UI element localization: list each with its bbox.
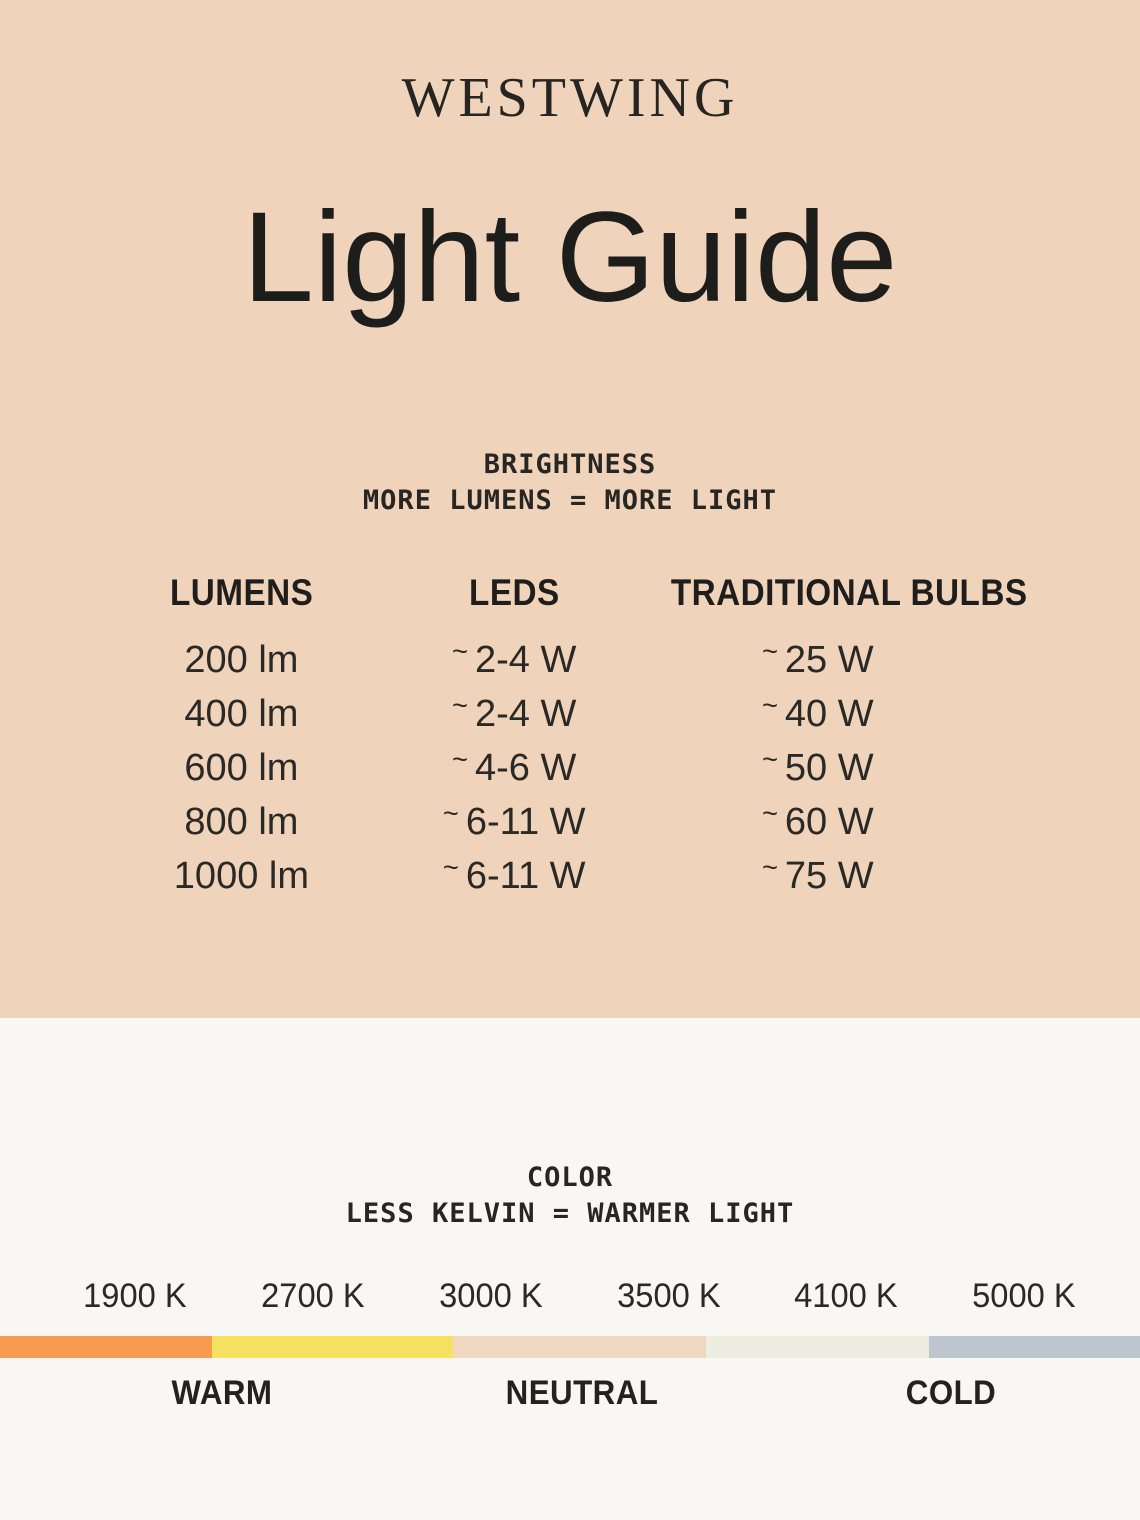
leds-value: ~ 6-11 W — [442, 797, 586, 843]
warm-label: WARM — [171, 1374, 273, 1412]
traditional-value: ~ 40 W — [761, 689, 874, 735]
kelvin-label: 4100 K — [794, 1277, 898, 1315]
approx-symbol: ~ — [761, 689, 778, 721]
brightness-heading-block — [0, 447, 1140, 519]
lumens-value: 1000 lm — [173, 854, 309, 897]
leds-value: ~ 2-4 W — [452, 689, 577, 735]
column-header-lumens: LUMENS — [169, 572, 314, 614]
bar-segment-neutral-peach — [453, 1336, 706, 1358]
temperature-labels — [0, 1375, 1140, 1411]
bar-segment-cold-blue — [929, 1336, 1140, 1358]
column-header-leds: LEDS — [468, 572, 560, 614]
table-row — [105, 687, 985, 741]
lumens-value: 600 lm — [184, 746, 299, 789]
lumens-value: 200 lm — [184, 638, 299, 681]
leds-value: ~ 4-6 W — [452, 743, 577, 789]
kelvin-label: 1900 K — [83, 1277, 187, 1315]
approx-symbol: ~ — [452, 689, 468, 721]
traditional-value: ~ 50 W — [761, 743, 874, 789]
bar-segment-warm-yellow — [212, 1336, 453, 1358]
kelvin-label: 3000 K — [438, 1277, 543, 1315]
approx-symbol: ~ — [442, 851, 459, 883]
brightness-table — [105, 571, 1028, 903]
brightness-subheading: MORE LUMENS = MORE LIGHT — [362, 485, 778, 517]
traditional-value: ~ 60 W — [761, 797, 874, 843]
table-row — [105, 741, 985, 795]
kelvin-label: 2700 K — [261, 1277, 365, 1315]
table-row — [105, 795, 985, 849]
color-heading: COLOR — [526, 1162, 614, 1193]
table-row — [105, 633, 985, 687]
approx-symbol: ~ — [452, 743, 468, 775]
bar-segment-neutral-cream — [706, 1336, 929, 1358]
kelvin-label: 3500 K — [616, 1277, 721, 1315]
lumens-value: 400 lm — [184, 692, 299, 735]
table-header-row — [105, 571, 1028, 623]
neutral-label: NEUTRAL — [505, 1374, 659, 1412]
approx-symbol: ~ — [761, 797, 778, 829]
cold-label: COLD — [905, 1374, 997, 1412]
table-body — [105, 633, 985, 903]
approx-symbol: ~ — [452, 635, 468, 667]
color-temperature-bar — [0, 1336, 1140, 1358]
page-title: Light Guide — [242, 186, 898, 329]
approx-symbol: ~ — [761, 635, 778, 667]
lumens-value: 800 lm — [184, 800, 299, 843]
approx-symbol: ~ — [442, 797, 459, 829]
column-header-traditional-bulbs: TRADITIONAL BULBS — [670, 572, 1028, 614]
leds-value: ~ 2-4 W — [452, 635, 577, 681]
traditional-value: ~ 75 W — [761, 851, 874, 897]
brightness-heading: BRIGHTNESS — [483, 449, 657, 481]
color-section — [0, 1018, 1140, 1520]
approx-symbol: ~ — [761, 743, 778, 775]
bar-segment-warm-orange — [0, 1336, 212, 1358]
approx-symbol: ~ — [761, 851, 778, 883]
traditional-value: ~ 25 W — [761, 635, 874, 681]
kelvin-label: 5000 K — [972, 1277, 1076, 1315]
brand-logo: WESTWING — [401, 67, 739, 129]
color-subheading: LESS KELVIN = WARMER LIGHT — [345, 1198, 795, 1229]
leds-value: ~ 6-11 W — [442, 851, 586, 897]
kelvin-scale-labels — [46, 1278, 1113, 1321]
table-row — [105, 849, 985, 903]
color-heading-block — [0, 1018, 1140, 1232]
